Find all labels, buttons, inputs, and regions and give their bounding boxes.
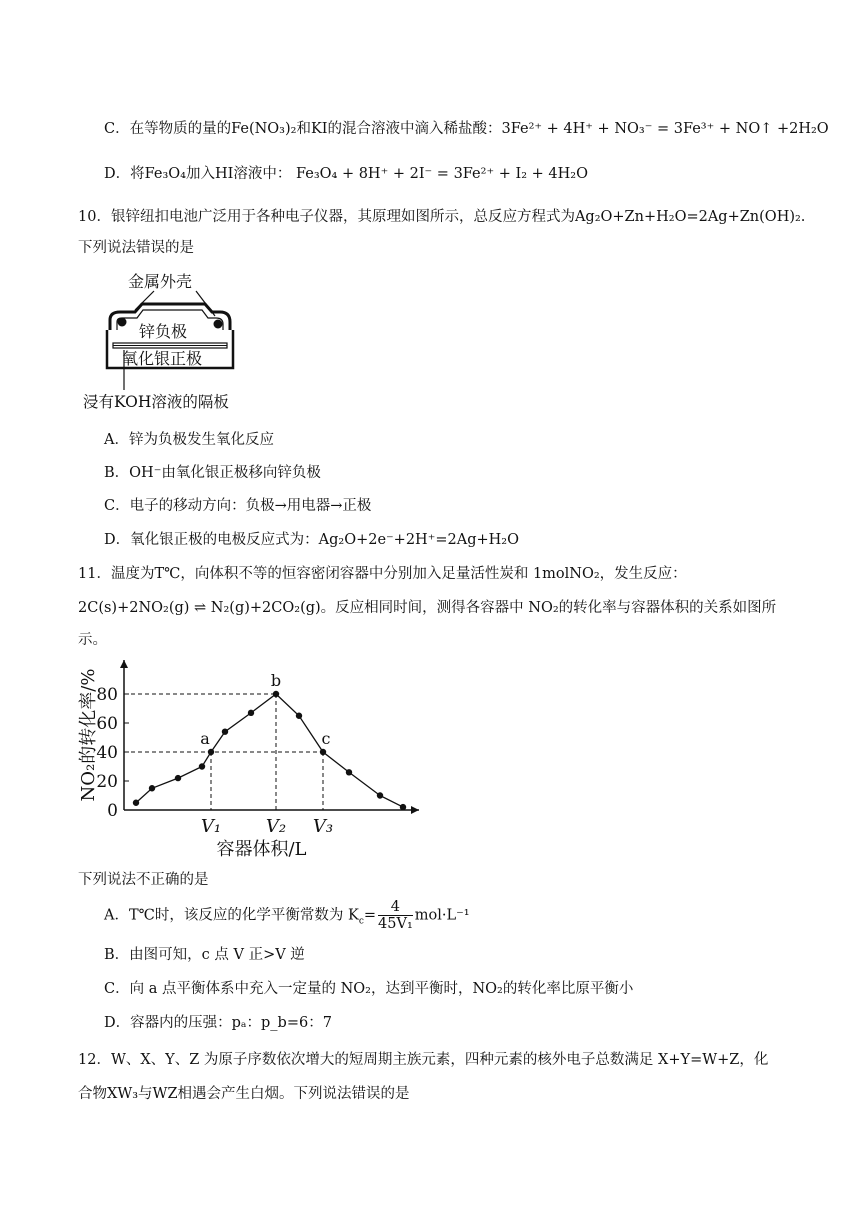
q11-option-a: A．T℃时，该反应的化学平衡常数为 $K_c=$ $\frac{4}{\text{45V₁}}$ mol·L⁻¹: [104, 899, 470, 932]
q11-stem-line2: 2C(s)+2NO₂(g) ⇌ N₂(g)+2CO₂(g)。反应相同时间，测得各容器中 NO₂的转化率与容器体积的关系如图所: [78, 600, 777, 616]
q11-stem-line3: 示。: [78, 632, 107, 648]
y-tick-label: 80: [96, 685, 118, 705]
y-tick-label: 0: [107, 801, 118, 821]
x-axis-label: 容器体积/L: [216, 839, 307, 860]
q11-option-b: B．由图可知，c 点 V 正>V 逆: [104, 947, 305, 963]
data-point: [208, 749, 214, 755]
point-label: a: [200, 729, 210, 748]
x-tick-label: V₁: [200, 816, 222, 837]
equilibrium-constant-fraction: $\frac{4}{\text{45V₁}}$: [378, 899, 413, 932]
q11-stem-line1: 11．温度为T℃，向体积不等的恒容密闭容器中分别加入足量活性炭和 1molNO₂，发生反应：: [78, 566, 687, 582]
point-label: b: [270, 671, 282, 690]
data-point: [149, 785, 155, 791]
q11-option-c: C．向 a 点平衡体系中充入一定量的 NO₂，达到平衡时，NO₂的转化率比原平衡小: [104, 981, 634, 997]
data-point: [273, 691, 279, 697]
y-axis-label: NO₂的转化率/%: [78, 668, 99, 802]
q10-stem-line2: 下列说法错误的是: [78, 240, 194, 256]
q10-option-b: B．OH⁻由氧化银正极移向锌负极: [104, 465, 321, 481]
q9-option-c: C．在等物质的量的Fe(NO₃)₂和KI的混合溶液中滴入稀盐酸：3Fe²⁺ + 4H⁺ + NO₃⁻ = 3Fe³⁺ + NO↑ +2H₂O: [104, 121, 829, 137]
q11-option-d: D．容器内的压强：pₐ：p_b=6：7: [104, 1015, 332, 1031]
q10-stem-line1: 10．银锌纽扣电池广泛用于各种电子仪器，其原理如图所示，总反应方程式为Ag₂O+Zn+H₂O=2Ag+Zn(OH)₂.: [78, 209, 806, 225]
label-silver-oxide-cathode: 氧化银正极: [122, 349, 203, 368]
label-metal-shell: 金属外壳: [128, 272, 193, 291]
data-point: [199, 763, 205, 769]
y-tick-label: 40: [96, 743, 118, 763]
data-point: [400, 804, 406, 810]
q9-option-d: D．将Fe₃O₄加入HI溶液中： Fe₃O₄ + 8H⁺ + 2I⁻ = 3Fe²⁺ + I₂ + 4H₂O: [104, 166, 588, 182]
label-separator: 浸有KOH溶液的隔板: [83, 393, 229, 411]
data-point: [320, 749, 326, 755]
x-tick-label: V₃: [312, 816, 334, 837]
y-tick-label: 60: [96, 714, 118, 734]
q10-option-c: C．电子的移动方向：负极→用电器→正极: [104, 498, 372, 514]
q11-after-chart: 下列说法不正确的是: [78, 872, 209, 888]
q12-stem-line1: 12．W、X、Y、Z 为原子序数依次增大的短周期主族元素，四种元素的核外电子总数满足 X+Y=W+Z，化: [78, 1052, 769, 1068]
data-point: [346, 769, 352, 775]
x-tick-label: V₂: [265, 816, 287, 837]
series-line: [136, 694, 403, 807]
q10-option-a: A．锌为负极发生氧化反应: [104, 432, 274, 448]
data-point: [377, 792, 383, 798]
data-point: [133, 800, 139, 806]
data-point: [175, 775, 181, 781]
q12-stem-line2: 合物XW₃与WZ相遇会产生白烟。下列说法错误的是: [78, 1086, 410, 1102]
data-point: [248, 710, 254, 716]
label-zinc-anode: 锌负极: [139, 322, 188, 341]
data-point: [296, 713, 302, 719]
q10-option-d: D．氧化银正极的电极反应式为：Ag₂O+2e⁻+2H⁺=2Ag+H₂O: [104, 532, 519, 548]
y-axis-arrow: [120, 660, 128, 668]
battery-diagram: [80, 268, 280, 416]
point-label: c: [321, 729, 331, 748]
x-axis-arrow: [411, 806, 419, 814]
y-tick-label: 20: [96, 772, 118, 792]
data-point: [222, 729, 228, 735]
conversion-chart: [74, 650, 424, 862]
